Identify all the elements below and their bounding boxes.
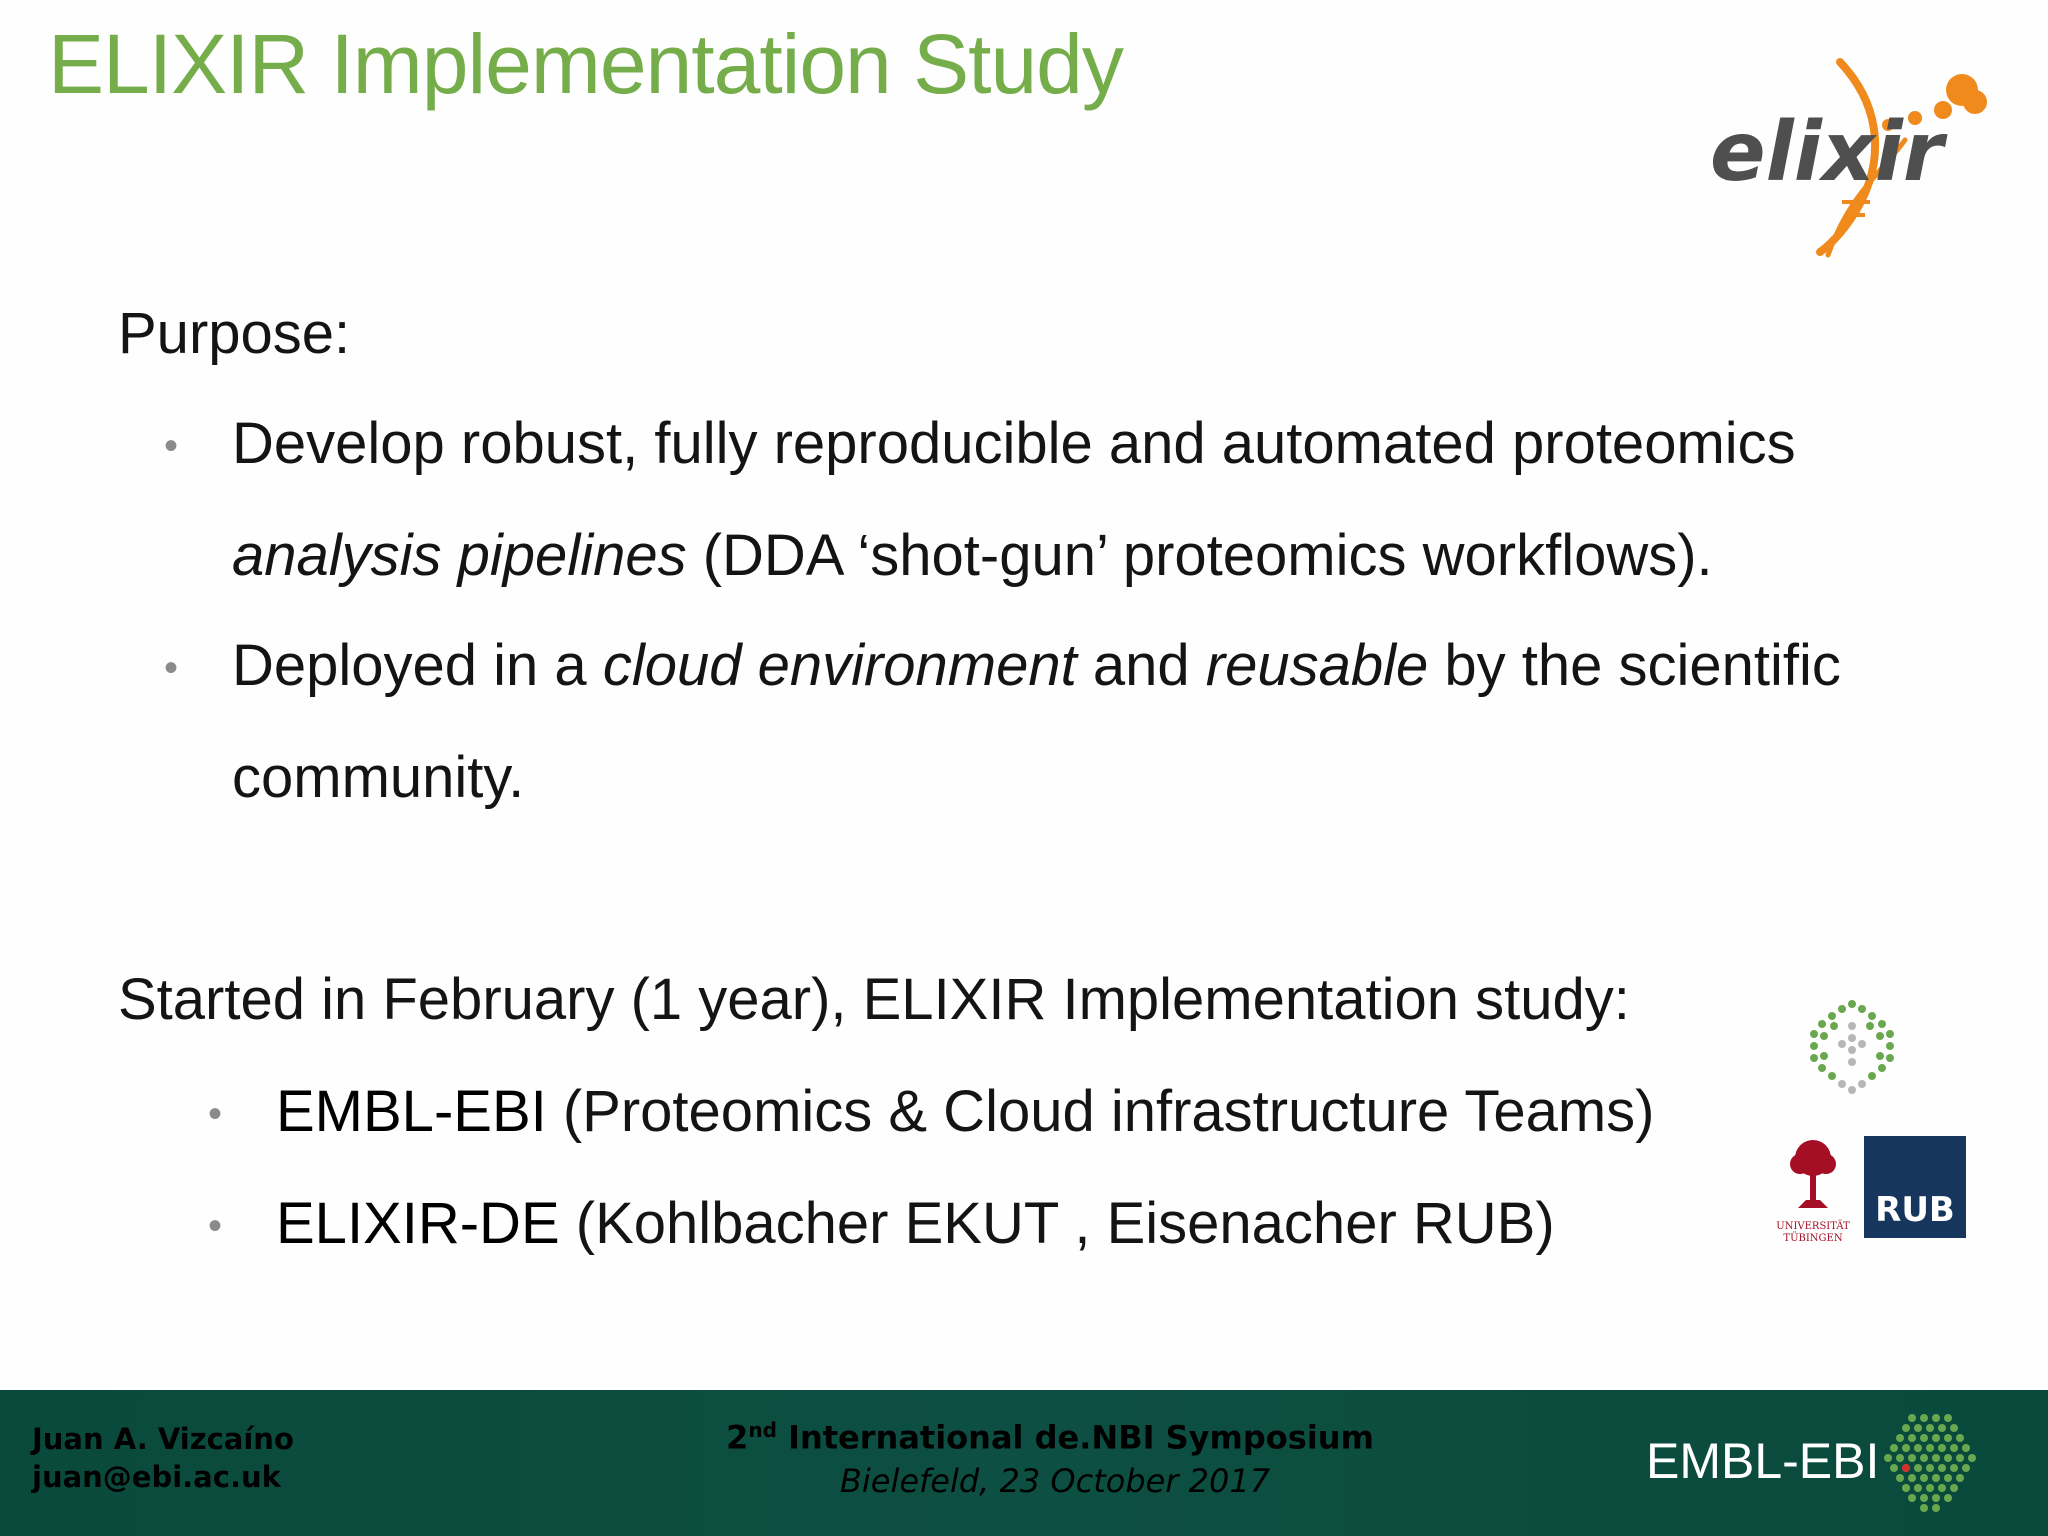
slide-title: ELIXIR Implementation Study: [48, 17, 1123, 111]
reusable-italic: reusable: [1205, 633, 1429, 698]
tubingen-text: UNIVERSITÄT TÜBINGEN: [1776, 1221, 1850, 1244]
bullet-1-rest: (DDA ‘shot-gun’ proteomics workflows).: [686, 523, 1713, 588]
bullet-2-part-1: Deployed in a: [232, 633, 603, 698]
denbi-logo: [1802, 996, 1902, 1096]
purpose-bullet-2-line-1: [232, 632, 1841, 699]
bullet-dot: •: [208, 1092, 223, 1136]
rub-logo: RUB: [1864, 1136, 1966, 1238]
partner-bullet-1: [276, 1078, 1655, 1145]
symposium-place-date: Bielefeld, 23 October 2017: [839, 1462, 1271, 1500]
cloud-environment-italic: cloud environment: [602, 633, 1077, 698]
partner-1-detail: (Proteomics & Cloud infrastructure Teams): [546, 1079, 1655, 1144]
partner-bullet-2: [276, 1190, 1555, 1257]
symposium-prefix: 2: [726, 1418, 749, 1457]
embl-ebi-label: EMBL-EBI: [1646, 1433, 1880, 1489]
symposium-rest: International de.NBI Symposium: [776, 1418, 1374, 1457]
symposium-sup: nd: [748, 1418, 777, 1442]
bullet-dot: •: [208, 1204, 223, 1248]
partner-2-detail: (Kohlbacher EKUT , Eisenacher RUB): [559, 1191, 1555, 1256]
started-heading: Started in February (1 year), ELIXIR Implementation study:: [118, 967, 1630, 1032]
partner-2-name: ELIXIR-DE: [276, 1191, 560, 1256]
bullet-dot: •: [164, 424, 179, 468]
bullet-dot: •: [164, 646, 179, 690]
purpose-heading: Purpose:: [118, 301, 351, 366]
footer-bar: [0, 1390, 2048, 1536]
tubingen-logo: [1770, 1136, 1856, 1244]
elixir-logo: [1700, 30, 2020, 270]
analysis-pipelines-italic: analysis pipelines: [232, 523, 687, 588]
purpose-bullet-1-line-1: Develop robust, fully reproducible and automated proteomics: [232, 411, 1796, 476]
author-name: Juan A. Vizcaíno: [32, 1422, 294, 1456]
partner-1-name: EMBL-EBI: [276, 1079, 547, 1144]
tree-icon: [1770, 1136, 1856, 1216]
bullet-2-part-3: by the scientific: [1428, 633, 1841, 698]
purpose-bullet-2-line-2: community.: [232, 745, 525, 810]
author-email: juan@ebi.ac.uk: [32, 1460, 281, 1494]
bullet-2-part-2: and: [1076, 633, 1206, 698]
purpose-bullet-1-line-2: [232, 522, 1713, 589]
elixir-logo-text: elixir: [1710, 105, 1944, 200]
embl-ebi-hex-logo: [1882, 1408, 1982, 1518]
